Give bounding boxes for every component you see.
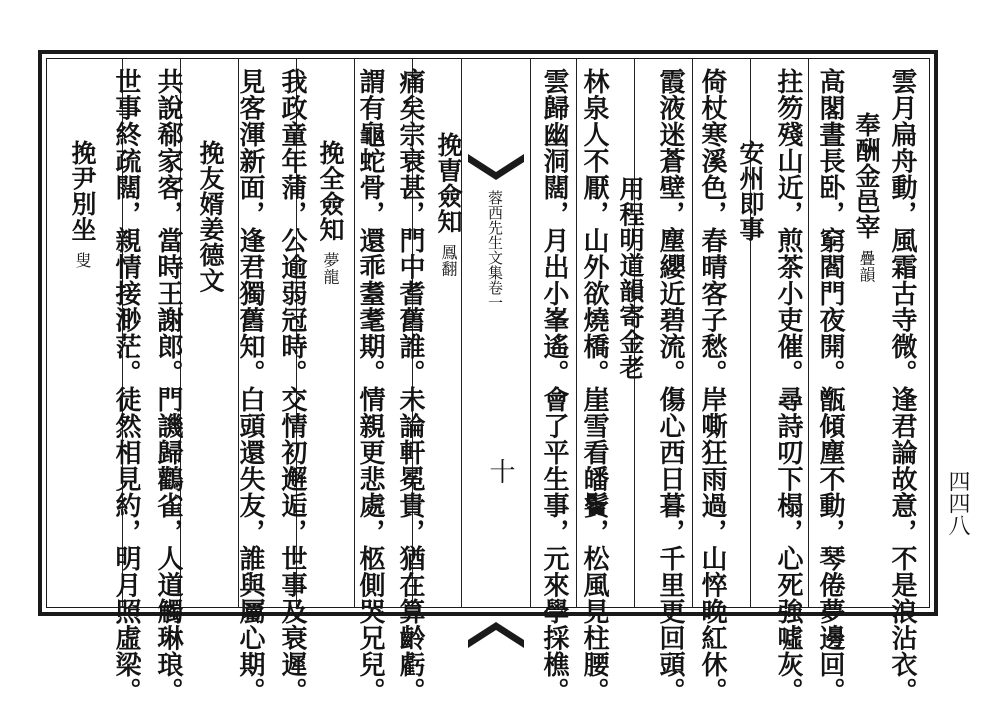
folio-number: 十 [485,458,515,484]
poem-title-note: 夢龍 [321,252,340,285]
poem-title-text: 挽全僉知 [316,140,345,242]
text-column: 見客渾新面，逢君獨舊知。白頭還失友，誰與屬心期。 [235,68,265,704]
poem-title [64,140,100,269]
text-column: 謂有龜蛇骨，還乖耋耄期。情親更悲處，柩側哭兄兒。 [355,68,385,704]
fish-tail-ornament-top [466,150,526,184]
text-column: 雲歸幽洞闊，月出小峯遙。會了平生事，元來學採樵。 [539,68,569,704]
poem-title-text: 挽曺僉知 [434,132,463,234]
text-column: 林泉人不厭，山外欲燒橋。崖雪看皤鬢，松風見柱腰。 [579,68,609,704]
page-number: 四四八 [945,470,970,536]
book-title: 蓉西先生文集卷一 [486,190,504,310]
poem-title [430,132,466,277]
fish-tail-ornament-bottom [466,618,526,652]
poem-title-note: 叟 [73,252,92,269]
text-column: 雲月扁舟動，風霜古寺微。逢君論故意，不是浪沾衣。 [887,68,917,704]
poem-title: 安州即事 [736,140,765,242]
text-column: 共說郗家客，當時王謝郎。門譏歸鸛雀，人道觸琳琅。 [153,68,183,704]
text-column: 霞液迷蒼壁，塵纓近碧流。傷心西日暮，千里更回頭。 [655,68,685,704]
poem-title: 挽友婿姜德文 [196,140,225,293]
column-rule [808,58,809,608]
poem-title-note: 疊韻 [857,249,876,283]
text-column: 高閣晝長卧，窮閻門夜開。甑傾塵不動，琴倦夢邊回。 [815,68,845,704]
poem-title: 用程明道韻寄金老 [616,176,645,380]
poem-title [848,112,884,283]
text-column: 我政童年蒲，公逾弱冠時。交情初邂逅，世事及衰遲。 [277,68,307,704]
poem-title-text: 挽尹別坐 [68,140,97,242]
centre-strip [461,58,531,608]
text-column: 痛矣宗衰甚，門中耆舊誰。未論軒冕貴，猶在算齡虧。 [395,68,425,704]
text-column: 世事終疏闊，親情接渺茫。徒然相見約，明月照虛梁。 [111,68,141,704]
text-column: 倚杖寒溪色，春晴客子愁。岸嘶狂雨過，山悴晚紅休。 [697,68,727,704]
poem-title [312,140,348,285]
poem-title-note: 鳳翻 [439,244,458,277]
poem-title-text: 奉酬金邑宰 [852,112,881,240]
text-column: 拄笏殘山近，煎茶小吏催。尋詩叨下榻，心死強噓灰。 [773,68,803,704]
